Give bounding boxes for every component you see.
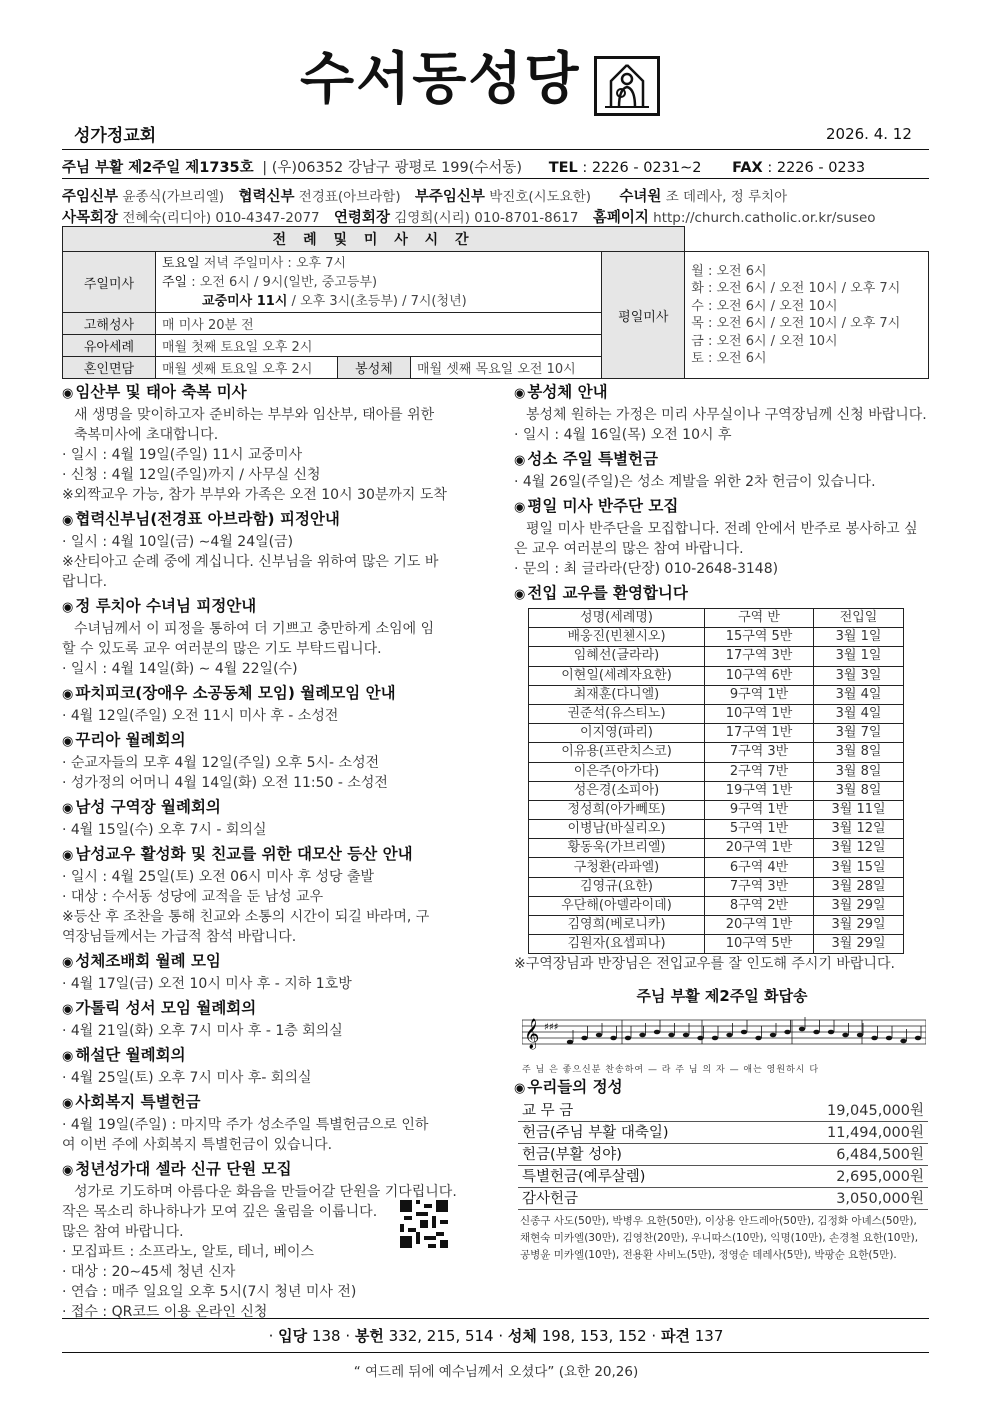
mass-schedule-table — [62, 226, 929, 379]
newcomer-date: 3월 3일 — [814, 666, 904, 685]
section-line: · 일시 : 4월 16일(목) 오전 10시 후 — [514, 427, 732, 443]
staff-label: 부주임신부 — [414, 189, 485, 205]
bullet-icon: ◉ — [62, 513, 74, 528]
newcomer-district: 10구역 5반 — [705, 935, 814, 954]
scripture-quote: “ 여드레 뒤에 예수님께서 오셨다” (요한 20,26) — [353, 1364, 639, 1380]
newcomer-date: 3월 1일 — [814, 628, 904, 647]
newcomer-name: 최재훈(다니엘) — [529, 685, 705, 704]
section-line: · 대상 : 수서동 성당에 교적을 둔 남성 교우 — [62, 889, 324, 905]
staff-label: 수녀원 — [619, 189, 662, 205]
col-header-district: 구역 반 — [705, 609, 814, 628]
section-line: · 연습 : 매주 일요일 오후 5시(7시 청년 미사 전) — [62, 1284, 357, 1300]
donor-line: 채현숙 미카엘(30만), 김영찬(20만), 우니따스(10만), 익명(10만), 손경철 요한(10만), — [520, 1232, 919, 1245]
offering-table — [518, 1100, 928, 1210]
section-title — [62, 950, 482, 974]
offering-row — [518, 1100, 928, 1122]
offering-amount: 2,695,000원 — [762, 1166, 928, 1188]
staff-row-1 — [62, 185, 797, 206]
music-note — [886, 1036, 892, 1041]
section-line: · 일시 : 4월 19일(주일) 11시 교중미사 — [62, 447, 303, 463]
table-row — [529, 724, 904, 743]
col-header-name: 성명(세례명) — [529, 609, 705, 628]
music-note — [668, 1033, 674, 1038]
section-title — [62, 1044, 482, 1068]
music-note — [784, 1030, 790, 1035]
staff-value: 윤종식(가브리엘) — [122, 189, 225, 205]
attendance-stats: · 입당 138 · 봉헌 332, 215, 514 · 성체 198, 153, 152 · 파견 137 — [268, 1327, 724, 1345]
section-line: ※산티아고 순례 중에 계십니다. 신부님을 위하여 많은 기도 바 — [62, 554, 439, 570]
donor-list — [520, 1213, 930, 1264]
section-heading: 해설단 월례회의 — [75, 1046, 186, 1064]
music-note — [828, 1030, 834, 1035]
section-line: · 4월 15일(수) 오후 7시 - 회의실 — [62, 822, 267, 838]
divider — [62, 178, 929, 179]
offering-title: 우리들의 정성 — [527, 1078, 623, 1097]
offering-amount: 3,050,000원 — [762, 1188, 928, 1210]
section-line: 은 교우 여러분의 많은 참여 바랍니다. — [514, 541, 744, 557]
bullet-icon: ◉ — [62, 1096, 74, 1111]
newcomer-date: 3월 8일 — [814, 781, 904, 800]
weekday-sat: 토 : 오전 6시 — [691, 351, 767, 366]
stat-label: 파견 — [660, 1327, 690, 1345]
stat-value: 138 — [311, 1327, 341, 1345]
offering-row — [518, 1122, 928, 1144]
table-row — [529, 820, 904, 839]
newcomer-district: 5구역 1반 — [705, 820, 814, 839]
newcomer-name: 이현일(세례자요한) — [529, 666, 705, 685]
section-line: · 순교자들의 모후 4월 12일(주일) 오후 5시- 소성전 — [62, 755, 380, 771]
newcomer-district: 15구역 5반 — [705, 628, 814, 647]
newcomer-name: 황동욱(가브리엘) — [529, 839, 705, 858]
section-line: 많은 참여 바랍니다. — [62, 1224, 184, 1240]
offering-row — [518, 1188, 928, 1210]
newcomer-name: 이지영(파리) — [529, 724, 705, 743]
staff-label: 홈페이지 — [592, 210, 649, 226]
section-title — [62, 729, 482, 753]
bullet-icon: ◉ — [62, 1049, 74, 1064]
section-line: · 4월 21일(화) 오후 7시 미사 후 - 1층 회의실 — [62, 1023, 343, 1039]
bullet-icon: ◉ — [514, 500, 526, 515]
music-note — [755, 1036, 761, 1041]
music-note — [813, 1030, 819, 1035]
table-row — [529, 800, 904, 819]
divider — [62, 1352, 929, 1353]
offering-label: 헌금(주님 부활 대축일) — [518, 1122, 762, 1144]
newcomer-date: 3월 12일 — [814, 839, 904, 858]
baptism-label: 유아세례 — [63, 335, 156, 357]
weekday-mon: 월 : 오전 6시 — [691, 263, 767, 279]
music-note — [871, 1036, 877, 1041]
bullet-icon: ◉ — [62, 734, 74, 749]
newcomer-date: 3월 8일 — [814, 762, 904, 781]
newcomer-date: 3월 29일 — [814, 935, 904, 954]
svg-text:♯♯♯: ♯♯♯ — [544, 1022, 559, 1034]
newcomer-date: 3월 28일 — [814, 877, 904, 896]
section-line: 봉성체 원하는 가정은 미리 사무실이나 구역장님께 신청 바랍니다. — [526, 407, 927, 423]
newcomer-name: 이병남(바실리오) — [529, 820, 705, 839]
table-row — [529, 839, 904, 858]
music-note — [596, 1033, 602, 1038]
offering-label: 교 무 금 — [518, 1100, 762, 1122]
marriage-time: 매월 셋째 토요일 오후 2시 — [156, 357, 338, 379]
section-title — [62, 1091, 482, 1115]
confession-time: 매 미사 20분 전 — [156, 313, 602, 335]
section-line: 작은 목소리 하나하나가 모여 깊은 울림을 이룹니다. — [62, 1204, 378, 1220]
newcomers-title: 전입 교우를 환영합니다 — [527, 584, 688, 602]
section-line: · 신청 : 4월 12일(주일)까지 / 사무실 신청 — [62, 467, 321, 483]
main-mass: 교중미사 11시 — [202, 293, 288, 309]
issue-date: 2026. 4. 12 — [826, 125, 912, 143]
music-note — [610, 1036, 616, 1041]
music-note — [625, 1036, 631, 1041]
table-row — [529, 935, 904, 954]
section-line: 평일 미사 반주단을 모집합니다. 전례 안에서 반주로 봉사하고 싶 — [526, 521, 918, 537]
section-line: · 접수 : QR코드 이용 온라인 신청 — [62, 1304, 268, 1320]
stat-label: 입당 — [278, 1327, 308, 1345]
table-row — [529, 685, 904, 704]
staff-label: 연령회장 — [333, 210, 390, 226]
stat-label: 성체 — [507, 1327, 537, 1345]
saturday-mass: 저녁 주일미사 : 오후 7시 — [199, 255, 347, 271]
section-line: 랍니다. — [62, 574, 108, 590]
newcomers-note: ※구역장님과 반장님은 전입교우를 잘 인도해 주시기 바랍니다. — [514, 956, 895, 973]
section-heading: 정 루치아 수녀님 피정안내 — [75, 597, 257, 615]
svg-text:𝄞: 𝄞 — [524, 1019, 540, 1050]
newcomer-district: 8구역 2반 — [705, 896, 814, 915]
newcomer-district: 9구역 1반 — [705, 685, 814, 704]
marriage-label: 혼인면담 — [63, 357, 156, 379]
staff-row-2 — [62, 206, 886, 227]
tel-label: TEL — [548, 160, 578, 176]
section-title — [514, 495, 930, 519]
section-heading: 남성교우 활성화 및 친교를 위한 대모산 등산 안내 — [75, 845, 413, 863]
music-note — [639, 1033, 645, 1038]
weekday-fri: 금 : 오전 6시 / 오전 10시 — [691, 333, 838, 349]
org-name: 성가정교회 — [74, 126, 157, 146]
donor-line: 공병윤 미카엘(10만), 전용환 사비노(5만), 정영순 데레사(5만), 박팡순 요한(5만). — [520, 1249, 897, 1262]
section-title — [514, 448, 930, 472]
table-row — [529, 647, 904, 666]
section-title — [514, 381, 930, 405]
section-line: · 일시 : 4월 25일(토) 오전 06시 미사 후 성당 출발 — [62, 869, 374, 885]
sunday-mass-times — [156, 252, 602, 313]
issue-number: 주님 부활 제2주일 제1735호 — [62, 160, 254, 176]
table-row — [529, 916, 904, 935]
music-note — [900, 1039, 906, 1044]
section-line: 여 이번 주에 사회복지 특별헌금이 있습니다. — [62, 1137, 333, 1153]
newcomer-district: 10구역 6반 — [705, 666, 814, 685]
newcomer-date: 3월 29일 — [814, 916, 904, 935]
section-heading: 평일 미사 반주단 모집 — [527, 497, 679, 515]
table-row — [529, 666, 904, 685]
sunday-mass-label: 주일미사 — [63, 252, 156, 313]
table-row — [529, 704, 904, 723]
newcomer-district: 7구역 3반 — [705, 743, 814, 762]
section-line: · 일시 : 4월 14일(화) ∼ 4월 22일(수) — [62, 661, 298, 677]
section-heading: 협력신부님(전경표 아브라함) 피정안내 — [75, 510, 340, 528]
table-row — [529, 781, 904, 800]
bullet-icon: ◉ — [62, 687, 74, 702]
newcomer-date: 3월 1일 — [814, 647, 904, 666]
issue-info-line — [62, 156, 865, 177]
offering-amount: 11,494,000원 — [762, 1122, 928, 1144]
offering-amount: 19,045,000원 — [762, 1100, 928, 1122]
section-line: · 문의 : 최 글라라(단장) 010-2648-3148) — [514, 561, 779, 577]
newcomer-name: 김원자(요셉피나) — [529, 935, 705, 954]
afternoon-mass: / 오후 3시(초등부) / 7시(청년) — [287, 293, 467, 309]
section-title — [514, 582, 930, 606]
bullet-icon: ◉ — [514, 453, 526, 468]
bullet-icon: ◉ — [62, 600, 74, 615]
section-line: · 모집파트 : 소프라노, 알토, 테너, 베이스 — [62, 1244, 315, 1260]
newcomer-district: 19구역 1반 — [705, 781, 814, 800]
newcomer-name: 이유용(프란치스코) — [529, 743, 705, 762]
section-line: · 4월 12일(주일) 오전 11시 미사 후 - 소성전 — [62, 708, 339, 724]
table-row — [529, 628, 904, 647]
bullet-icon: ◉ — [514, 386, 526, 401]
music-note — [842, 1033, 848, 1038]
bullet-icon: ◉ — [514, 587, 526, 602]
stat-label: 봉헌 — [354, 1327, 384, 1345]
psalm-title: 주님 부활 제2주일 화답송 — [636, 987, 808, 1006]
music-note — [567, 1040, 573, 1045]
offering-amount: 6,484,500원 — [762, 1144, 928, 1166]
staff-label: 사목회장 — [62, 210, 119, 226]
section-line: ※등산 후 조찬을 통해 친교와 소통의 시간이 되길 바라며, 구 — [62, 909, 430, 925]
section-heading: 성소 주일 특별헌금 — [527, 450, 658, 468]
section-line: · 4월 26일(주일)은 성소 계발을 위한 2차 헌금이 있습니다. — [514, 474, 876, 490]
staff-label: 협력신부 — [238, 189, 295, 205]
section-title — [62, 381, 482, 405]
section-line: · 일시 : 4월 10일(금) ∼4월 24일(금) — [62, 534, 294, 550]
newcomer-name: 김영규(요한) — [529, 877, 705, 896]
church-title: 수서동성당 — [300, 47, 581, 112]
newcomer-date: 3월 12일 — [814, 820, 904, 839]
confession-label: 고해성사 — [63, 313, 156, 335]
donor-line: 신종구 사도(50만), 박병우 요한(50만), 이상용 안드레아(50만), 김정화 아녜스(50만), — [520, 1215, 917, 1228]
newcomer-district: 20구역 1반 — [705, 916, 814, 935]
newcomer-name: 배웅진(빈첸시오) — [529, 628, 705, 647]
bullet-icon: ◉ — [62, 955, 74, 970]
newcomer-district: 6구역 4반 — [705, 858, 814, 877]
sunday-mass: : 오전 6시 / 9시(일반, 중고등부) — [187, 274, 378, 290]
music-note — [741, 1030, 747, 1035]
music-note — [683, 1033, 689, 1038]
tel-number: : 2226 - 0231∼2 — [582, 160, 702, 176]
weekday-mass-label: 평일미사 — [602, 252, 685, 379]
divider — [62, 1318, 929, 1319]
stat-value: 332, 215, 514 — [388, 1327, 494, 1345]
staff-value: 박진호(시도요한) — [489, 189, 592, 205]
weekday-thu: 목 : 오전 6시 / 오전 10시 / 오후 7시 — [691, 316, 901, 331]
stat-value: 198, 153, 152 — [541, 1327, 647, 1345]
newcomer-name: 권준석(유스티노) — [529, 704, 705, 723]
music-note — [915, 1036, 921, 1041]
section-heading: 청년성가대 셀라 신규 단원 모집 — [75, 1160, 292, 1178]
baptism-time: 매월 첫째 토요일 오후 2시 — [156, 335, 602, 357]
bullet-icon: ◉ — [514, 1081, 526, 1097]
newcomer-date: 3월 15일 — [814, 858, 904, 877]
section-line: · 4월 25일(토) 오후 7시 미사 후- 회의실 — [62, 1070, 312, 1086]
saturday-label: 토요일 — [162, 255, 200, 271]
section-line: 역장님들께서는 가급적 참석 바랍니다. — [62, 929, 297, 945]
newcomer-district: 17구역 3반 — [705, 647, 814, 666]
offering-label: 특별헌금(예루살렘) — [518, 1166, 762, 1188]
newcomer-name: 우단해(아델라이데) — [529, 896, 705, 915]
section-heading: 봉성체 안내 — [527, 383, 608, 401]
section-title — [62, 1158, 482, 1182]
right-announcements — [514, 381, 930, 579]
music-note — [799, 1027, 805, 1032]
table-row — [529, 896, 904, 915]
newcomer-date: 3월 8일 — [814, 743, 904, 762]
section-title — [62, 843, 482, 867]
staff-label: 주임신부 — [62, 189, 119, 205]
staff-value: 김영희(시리) 010-8701-8617 — [394, 210, 579, 226]
section-title — [62, 682, 482, 706]
weekday-tue: 화 : 오전 6시 / 오전 10시 / 오후 7시 — [691, 281, 901, 296]
qr-code-icon[interactable] — [400, 1200, 448, 1248]
newcomer-district: 2구역 7반 — [705, 762, 814, 781]
newcomer-date: 3월 7일 — [814, 724, 904, 743]
staff-value: 조 데레사, 정 루치아 — [665, 189, 788, 205]
church-logo-icon — [594, 56, 660, 116]
newcomer-district: 9구역 1반 — [705, 800, 814, 819]
section-line: · 4월 19일(주일) : 마지막 주가 성소주일 특별헌금으로 인하 — [62, 1117, 429, 1133]
church-address: | (우)06352 강남구 광평로 199(수서동) — [262, 160, 523, 176]
section-heading: 남성 구역장 월례회의 — [75, 798, 221, 816]
sunday-label: 주일 — [162, 274, 188, 290]
music-note — [770, 1033, 776, 1038]
music-note — [712, 1036, 718, 1041]
weekday-mass-times — [685, 252, 929, 379]
newcomer-name: 김영희(베로니카) — [529, 916, 705, 935]
newcomer-date: 3월 11일 — [814, 800, 904, 819]
newcomer-district: 7구역 3반 — [705, 877, 814, 896]
music-note — [857, 1033, 863, 1038]
section-line: · 4월 17일(금) 오전 10시 미사 후 - 지하 1호방 — [62, 976, 352, 992]
section-title — [62, 508, 482, 532]
section-heading: 임산부 및 태아 축복 미사 — [75, 383, 247, 401]
fax-label: FAX — [732, 160, 763, 176]
music-note — [697, 1036, 703, 1041]
bullet-icon: ◉ — [62, 1002, 74, 1017]
bullet-icon: ◉ — [62, 1163, 74, 1178]
section-heading: 꾸리아 월례회의 — [75, 731, 186, 749]
section-line: 새 생명을 맞이하고자 준비하는 부부와 임산부, 태아를 위한 — [74, 407, 435, 423]
newcomer-date: 3월 4일 — [814, 704, 904, 723]
anointing-time: 매월 셋째 목요일 오전 10시 — [411, 357, 602, 379]
weekday-wed: 수 : 오전 6시 / 오전 10시 — [691, 298, 838, 314]
table-row — [529, 858, 904, 877]
right-column — [514, 378, 930, 1264]
music-note — [654, 1030, 660, 1035]
newcomer-date: 3월 4일 — [814, 685, 904, 704]
newcomers-table — [528, 608, 904, 954]
table-row — [529, 877, 904, 896]
newcomer-district: 17구역 1반 — [705, 724, 814, 743]
offering-label: 헌금(부활 성야) — [518, 1144, 762, 1166]
newcomer-name: 정성희(아가뻬또) — [529, 800, 705, 819]
staff-value: 전경표(아브라함) — [298, 189, 401, 205]
newcomer-name: 성은경(소피아) — [529, 781, 705, 800]
anointing-label: 봉성체 — [338, 357, 411, 379]
table-row — [529, 743, 904, 762]
psalm-lyrics: 주 님 은 좋으신분 찬송하여 — 라 주 님 의 자 — 애는 영원하시 다 — [522, 1065, 820, 1076]
newcomer-date: 3월 29일 — [814, 896, 904, 915]
offering-row — [518, 1166, 928, 1188]
section-heading: 파치피코(장애우 소공동체 모임) 월례모임 안내 — [75, 684, 396, 702]
divider — [62, 149, 929, 150]
section-line: 성가로 기도하며 아름다운 화음을 만들어갈 단원을 기다립니다. — [74, 1184, 457, 1200]
table-row — [529, 762, 904, 781]
section-heading: 사회복지 특별헌금 — [75, 1093, 201, 1111]
section-line: · 성가정의 어머니 4월 14일(화) 오전 11:50 - 소성전 — [62, 775, 388, 791]
section-line: 할 수 있도록 교우 여러분의 많은 기도 부탁드립니다. — [62, 641, 382, 657]
section-heading: 가톨릭 성서 모임 월례회의 — [75, 999, 257, 1017]
newcomer-name: 임혜선(글라라) — [529, 647, 705, 666]
left-column — [62, 378, 482, 1322]
section-line: ※외짝교우 가능, 참가 부부와 가족은 오전 10시 30분까지 도착 — [62, 487, 447, 503]
stat-value: 137 — [694, 1327, 724, 1345]
offering-row — [518, 1144, 928, 1166]
newcomer-district: 20구역 1반 — [705, 839, 814, 858]
newcomer-name: 구청환(라파엘) — [529, 858, 705, 877]
section-line: 수녀님께서 이 피정을 통하여 더 기쁘고 충만하게 소임에 임 — [74, 621, 435, 637]
staff-value: 전혜숙(리디아) 010-4347-2077 — [122, 210, 320, 226]
newcomer-name: 이은주(아가다) — [529, 762, 705, 781]
music-note — [581, 1036, 587, 1041]
music-score — [522, 1014, 926, 1076]
music-staff-icon — [522, 1014, 926, 1054]
section-title — [62, 796, 482, 820]
section-line: 축복미사에 초대합니다. — [74, 427, 219, 443]
homepage-link[interactable]: http://church.catholic.or.kr/suseo — [653, 210, 876, 226]
col-header-date: 전입일 — [814, 609, 904, 628]
bullet-icon: ◉ — [62, 848, 74, 863]
section-title — [62, 997, 482, 1021]
offering-label: 감사헌금 — [518, 1188, 762, 1210]
section-heading: 성체조배회 월례 모임 — [75, 952, 221, 970]
section-line: · 대상 : 20∼45세 청년 신자 — [62, 1264, 236, 1280]
music-note — [726, 1033, 732, 1038]
newcomer-district: 10구역 1반 — [705, 704, 814, 723]
bullet-icon: ◉ — [62, 801, 74, 816]
schedule-heading: 전 례 및 미 사 시 간 — [63, 227, 685, 252]
section-title — [62, 595, 482, 619]
bullet-icon: ◉ — [62, 386, 74, 401]
fax-number: : 2226 - 0233 — [767, 160, 866, 176]
